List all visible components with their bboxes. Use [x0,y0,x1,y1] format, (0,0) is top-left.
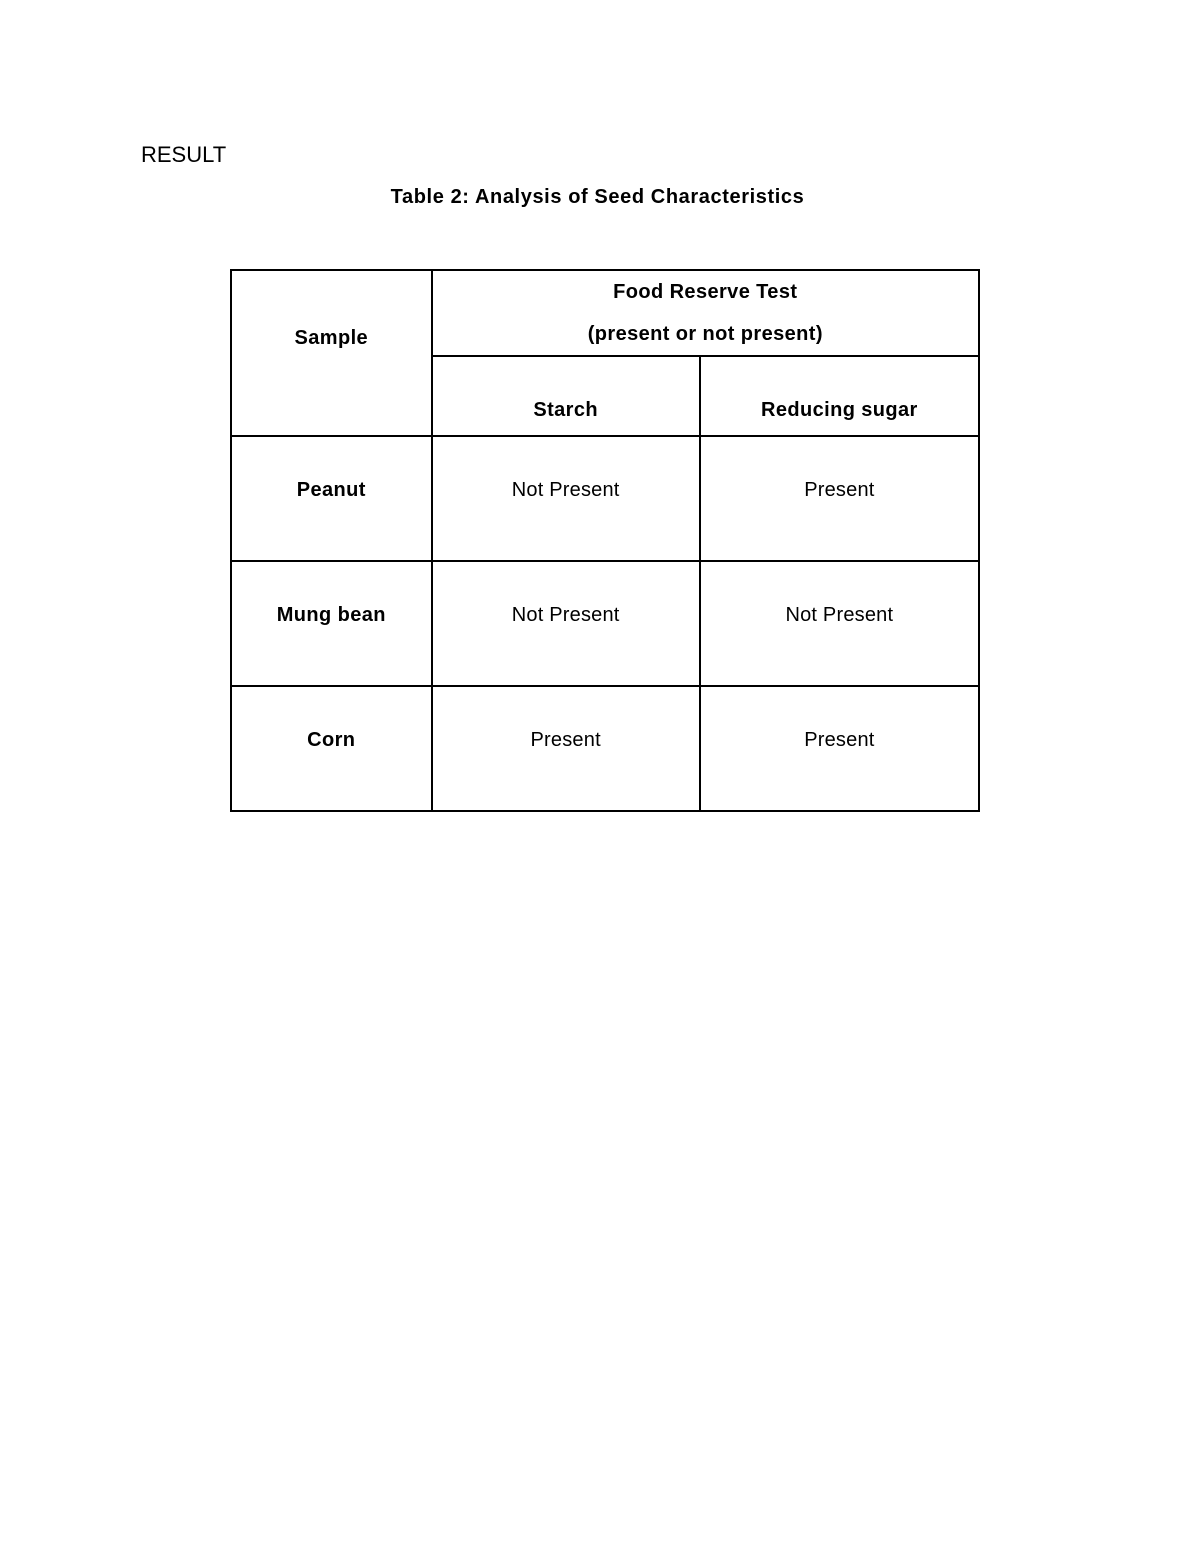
sample-name: Corn [307,729,356,751]
reducing-sugar-header-cell [700,356,979,436]
sample-name-cell [231,436,432,561]
sample-name-cell [231,561,432,686]
starch-result: Not Present [511,604,620,626]
food-reserve-header-subtitle: (present or not present) [587,323,823,345]
reducing-sugar-result: Present [804,479,875,501]
starch-result: Not Present [511,479,620,501]
starch-header-cell [432,356,700,436]
table-row [231,561,979,686]
table-row [231,686,979,811]
reducing-sugar-result-cell [700,561,979,686]
starch-result: Present [530,729,601,751]
food-reserve-header-title: Food Reserve Test [613,281,798,303]
starch-result-cell [432,561,700,686]
reducing-sugar-result: Present [804,729,875,751]
results-table [230,269,980,812]
sample-name-cell [231,686,432,811]
reducing-sugar-result: Not Present [785,604,894,626]
food-reserve-header-cell [432,270,979,356]
starch-header-label: Starch [533,398,598,421]
starch-result-cell [432,686,700,811]
reducing-sugar-result-cell [700,436,979,561]
sample-header-cell [231,270,432,436]
sample-name: Peanut [296,479,366,501]
sample-name: Mung bean [276,604,386,626]
table-row [231,436,979,561]
table-header-row [231,270,979,356]
section-heading: RESULT [141,142,227,167]
reducing-sugar-header-label: Reducing sugar [761,398,918,421]
table-caption: Table 2: Analysis of Seed Characteristics [390,186,805,208]
starch-result-cell [432,436,700,561]
reducing-sugar-result-cell [700,686,979,811]
sample-header-label: Sample [294,326,369,349]
